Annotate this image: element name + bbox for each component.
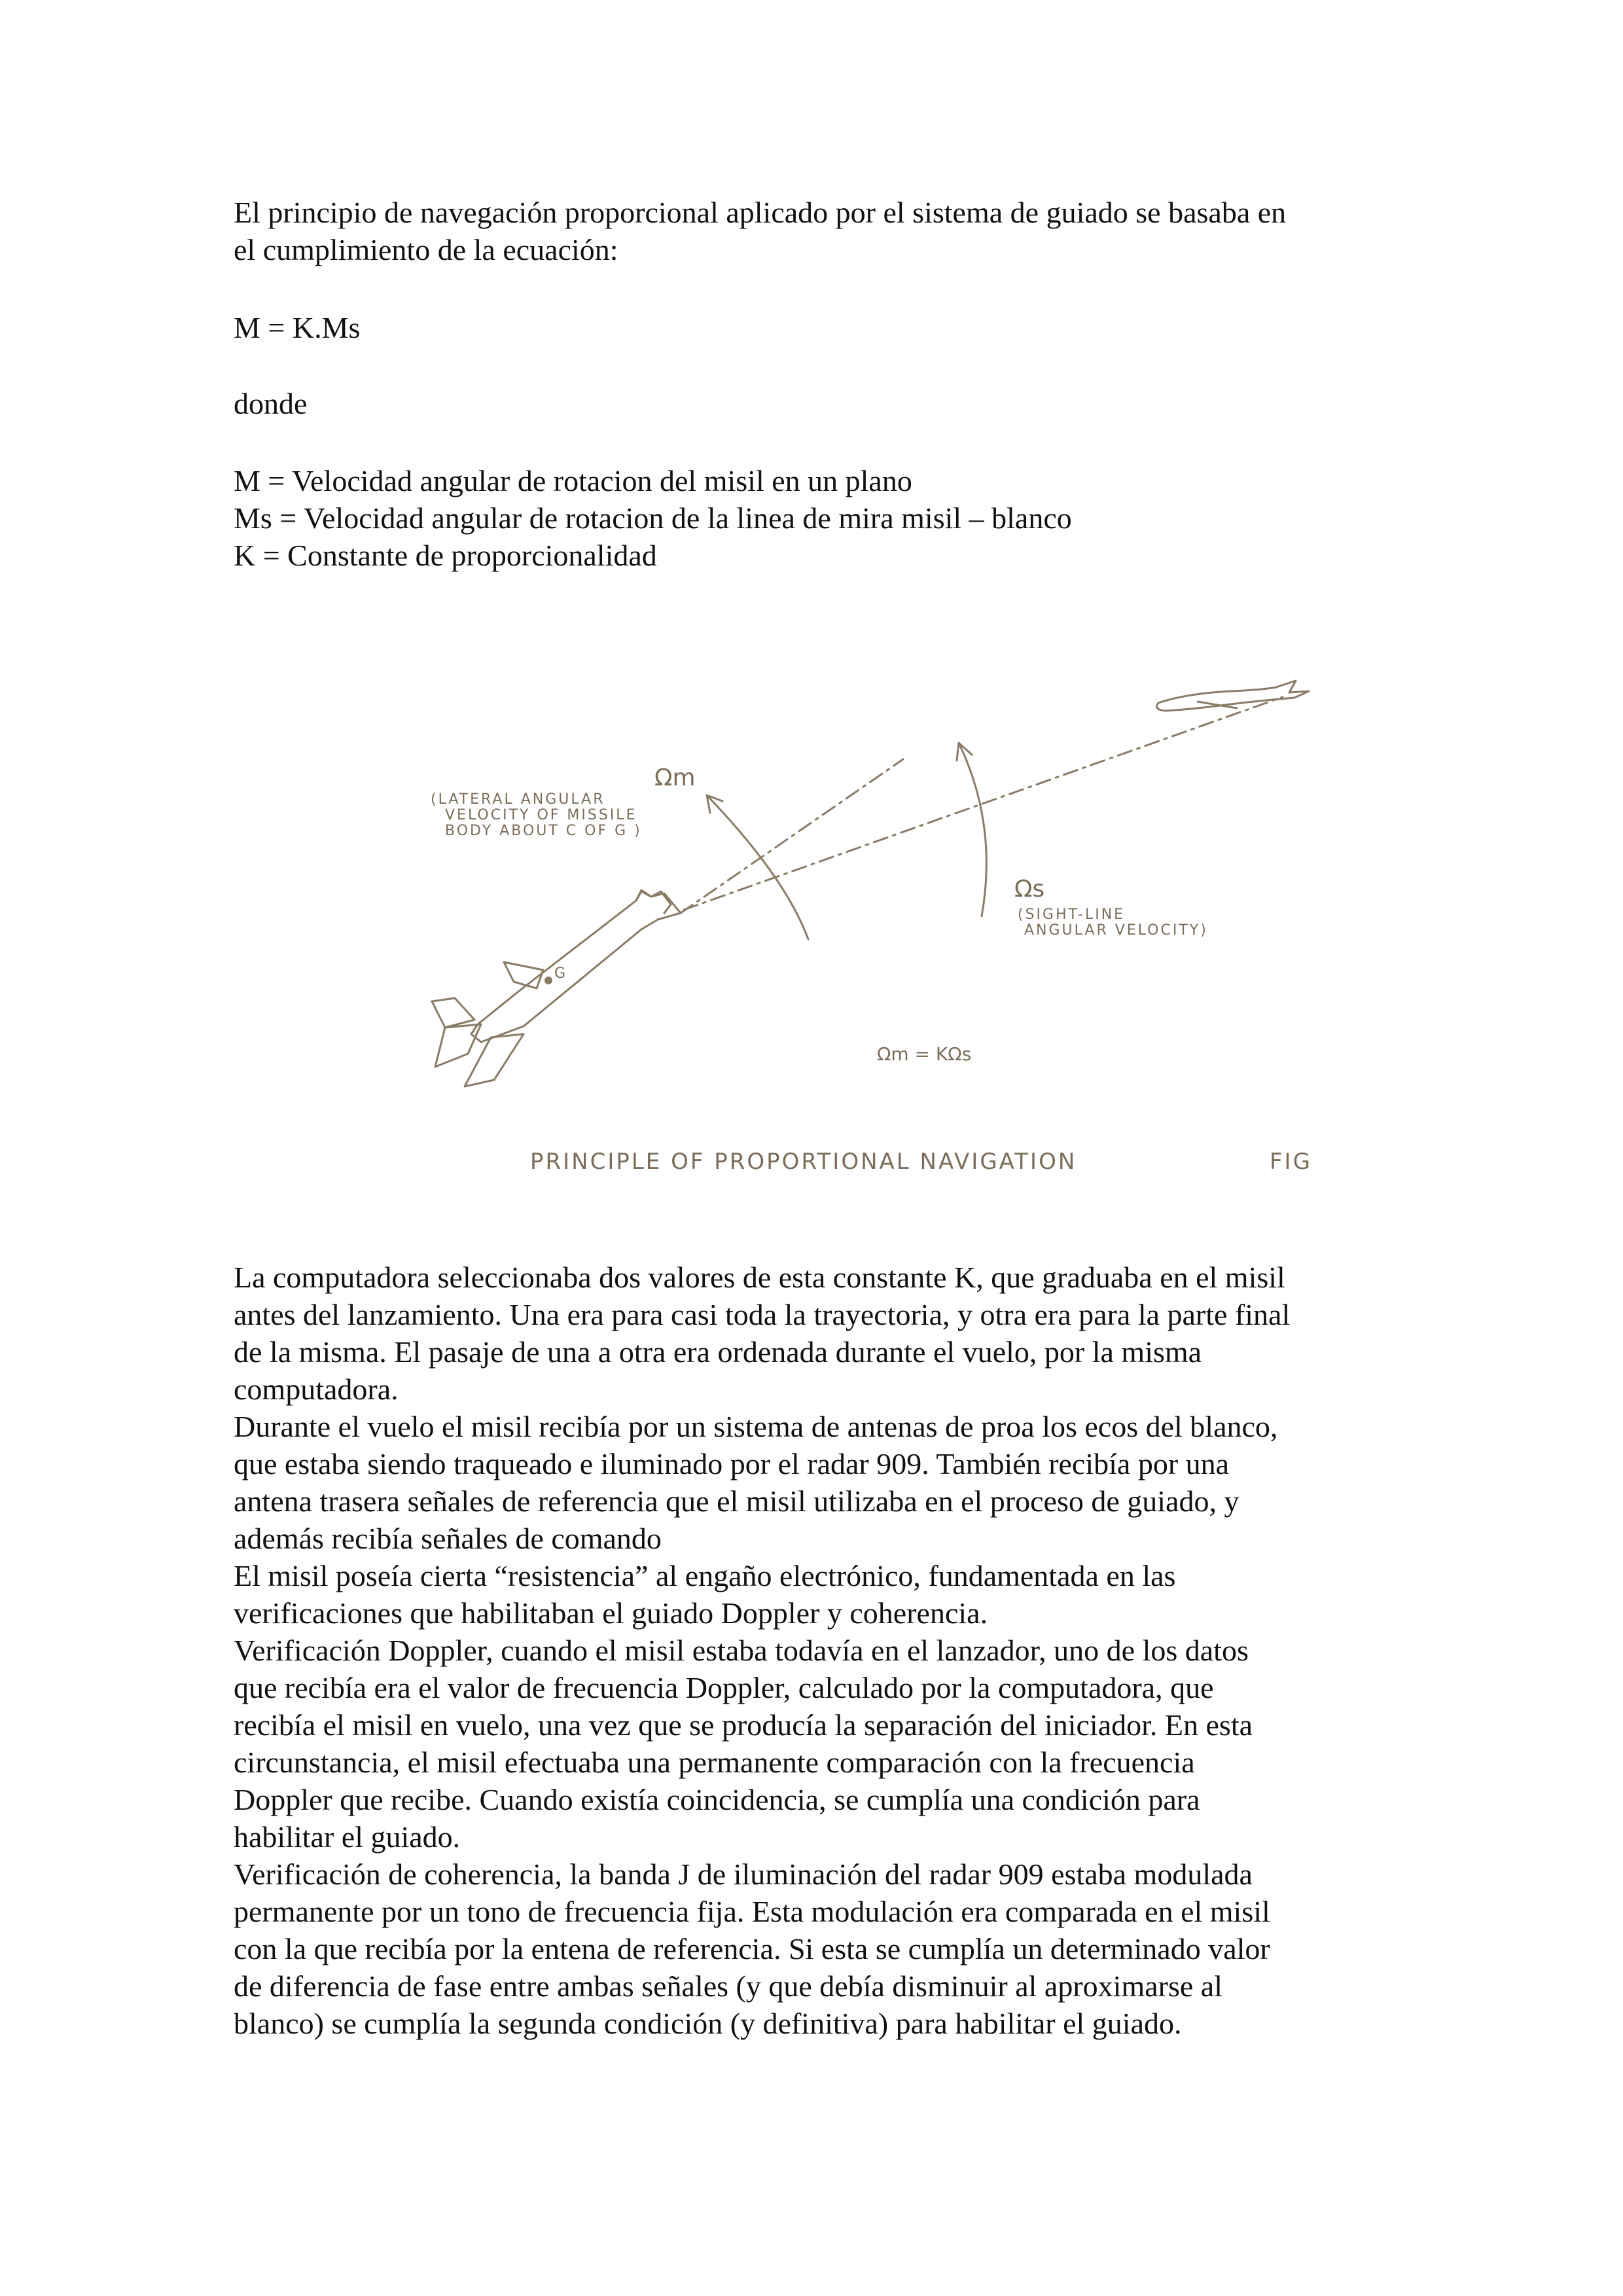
body-line: circunstancia, el misil efectuaba una permanente comparación con la frecuencia xyxy=(234,1746,1195,1779)
figure-equation: Ωm = KΩs xyxy=(877,1043,972,1065)
body-line: que recibía era el valor de frecuencia Doppler, calculado por la computadora, que xyxy=(234,1671,1214,1704)
figure-caption: PRINCIPLE OF PROPORTIONAL NAVIGATION xyxy=(530,1149,1077,1175)
missile-mid-wing xyxy=(504,962,543,988)
body-line: antes del lanzamiento. Una era para casi toda la trayectoria, y otra era para la parte final xyxy=(234,1298,1291,1331)
omega-s-label: Ωs xyxy=(1014,876,1045,903)
body-line: El misil poseía cierta “resistencia” al engaño electrónico, fundamentada en las xyxy=(234,1559,1176,1592)
definition-line: K = Constante de proporcionalidad xyxy=(234,539,657,572)
intro-line-1: El principio de navegación proporcional aplicado por el sistema de guiado se basaba en xyxy=(234,196,1287,229)
body-line: además recibía señales de comando xyxy=(234,1522,662,1555)
body-line: Verificación Doppler, cuando el misil estaba todavía en el lanzador, uno de los datos xyxy=(234,1634,1249,1667)
omega-s-arc xyxy=(959,743,986,916)
sightline-note-line: (SIGHT-LINE xyxy=(1018,906,1126,923)
body-line: computadora. xyxy=(234,1372,399,1406)
body-line: verificaciones que habilitaban el guiado Doppler y coherencia. xyxy=(234,1596,988,1630)
definition-line: Ms = Velocidad angular de rotacion de la linea de mira misil – blanco xyxy=(234,501,1072,535)
proportional-navigation-figure xyxy=(327,661,1322,1211)
figure-number-label: FIG xyxy=(1270,1149,1312,1175)
where-label: donde xyxy=(234,387,308,420)
body-line: La computadora seleccionaba dos valores de esta constante K, que graduaba en el misil xyxy=(234,1261,1285,1294)
body-line: de la misma. El pasaje de una a otra era ordenada durante el vuelo, por la misma xyxy=(234,1335,1202,1369)
omega-m-label: Ωm xyxy=(654,764,696,791)
body-line: permanente por un tono de frecuencia fija. Esta modulación era comparada en el misil xyxy=(234,1895,1270,1928)
equation-text: M = K.Ms xyxy=(234,311,361,344)
sight-line xyxy=(684,697,1283,910)
body-line: blanco) se cumplía la segunda condición (y definitiva) para habilitar el guiado. xyxy=(234,2007,1182,2040)
missile-tail-fin xyxy=(432,998,474,1028)
figure-drawing xyxy=(327,661,1322,1211)
body-line: Durante el vuelo el misil recibía por un sistema de antenas de proa los ecos del blanco, xyxy=(234,1410,1278,1443)
cg-label: G xyxy=(554,965,568,982)
missile-body xyxy=(471,890,681,1042)
body-line: que estaba siendo traqueado e iluminado por el radar 909. También recibía por una xyxy=(234,1447,1230,1480)
body-line: antena trasera señales de referencia que el misil utilizaba en el proceso de guiado, y xyxy=(234,1484,1240,1518)
intro-line-2: el cumplimiento de la ecuación: xyxy=(234,233,618,266)
body-line: de diferencia de fase entre ambas señales (y que debía disminuir al aproximarse al xyxy=(234,1969,1222,2003)
body-line: con la que recibía por la entena de referencia. Si esta se cumplía un determinado valor xyxy=(234,1932,1270,1965)
body-line: Doppler que recibe. Cuando existía coincidencia, se cumplía una condición para xyxy=(234,1783,1200,1816)
target-aircraft-icon xyxy=(1157,681,1309,711)
lateral-note-line: BODY ABOUT C OF G ) xyxy=(445,823,642,839)
definition-line: M = Velocidad angular de rotacion del misil en un plano xyxy=(234,464,912,497)
lateral-note-line: (LATERAL ANGULAR xyxy=(431,791,605,808)
omega-s-arrowhead xyxy=(957,743,972,761)
body-line: recibía el misil en vuelo, una vez que se producía la separación del iniciador. En esta xyxy=(234,1708,1253,1742)
body-line: Verificación de coherencia, la banda J de iluminación del radar 909 estaba modulada xyxy=(234,1857,1253,1891)
missile-axis-line xyxy=(681,759,903,913)
omega-m-arc xyxy=(707,795,808,939)
body-line: habilitar el guiado. xyxy=(234,1820,461,1854)
lateral-note-line: VELOCITY OF MISSILE xyxy=(445,807,637,823)
center-of-gravity-dot xyxy=(544,977,552,984)
sightline-note-line: ANGULAR VELOCITY) xyxy=(1024,922,1208,939)
